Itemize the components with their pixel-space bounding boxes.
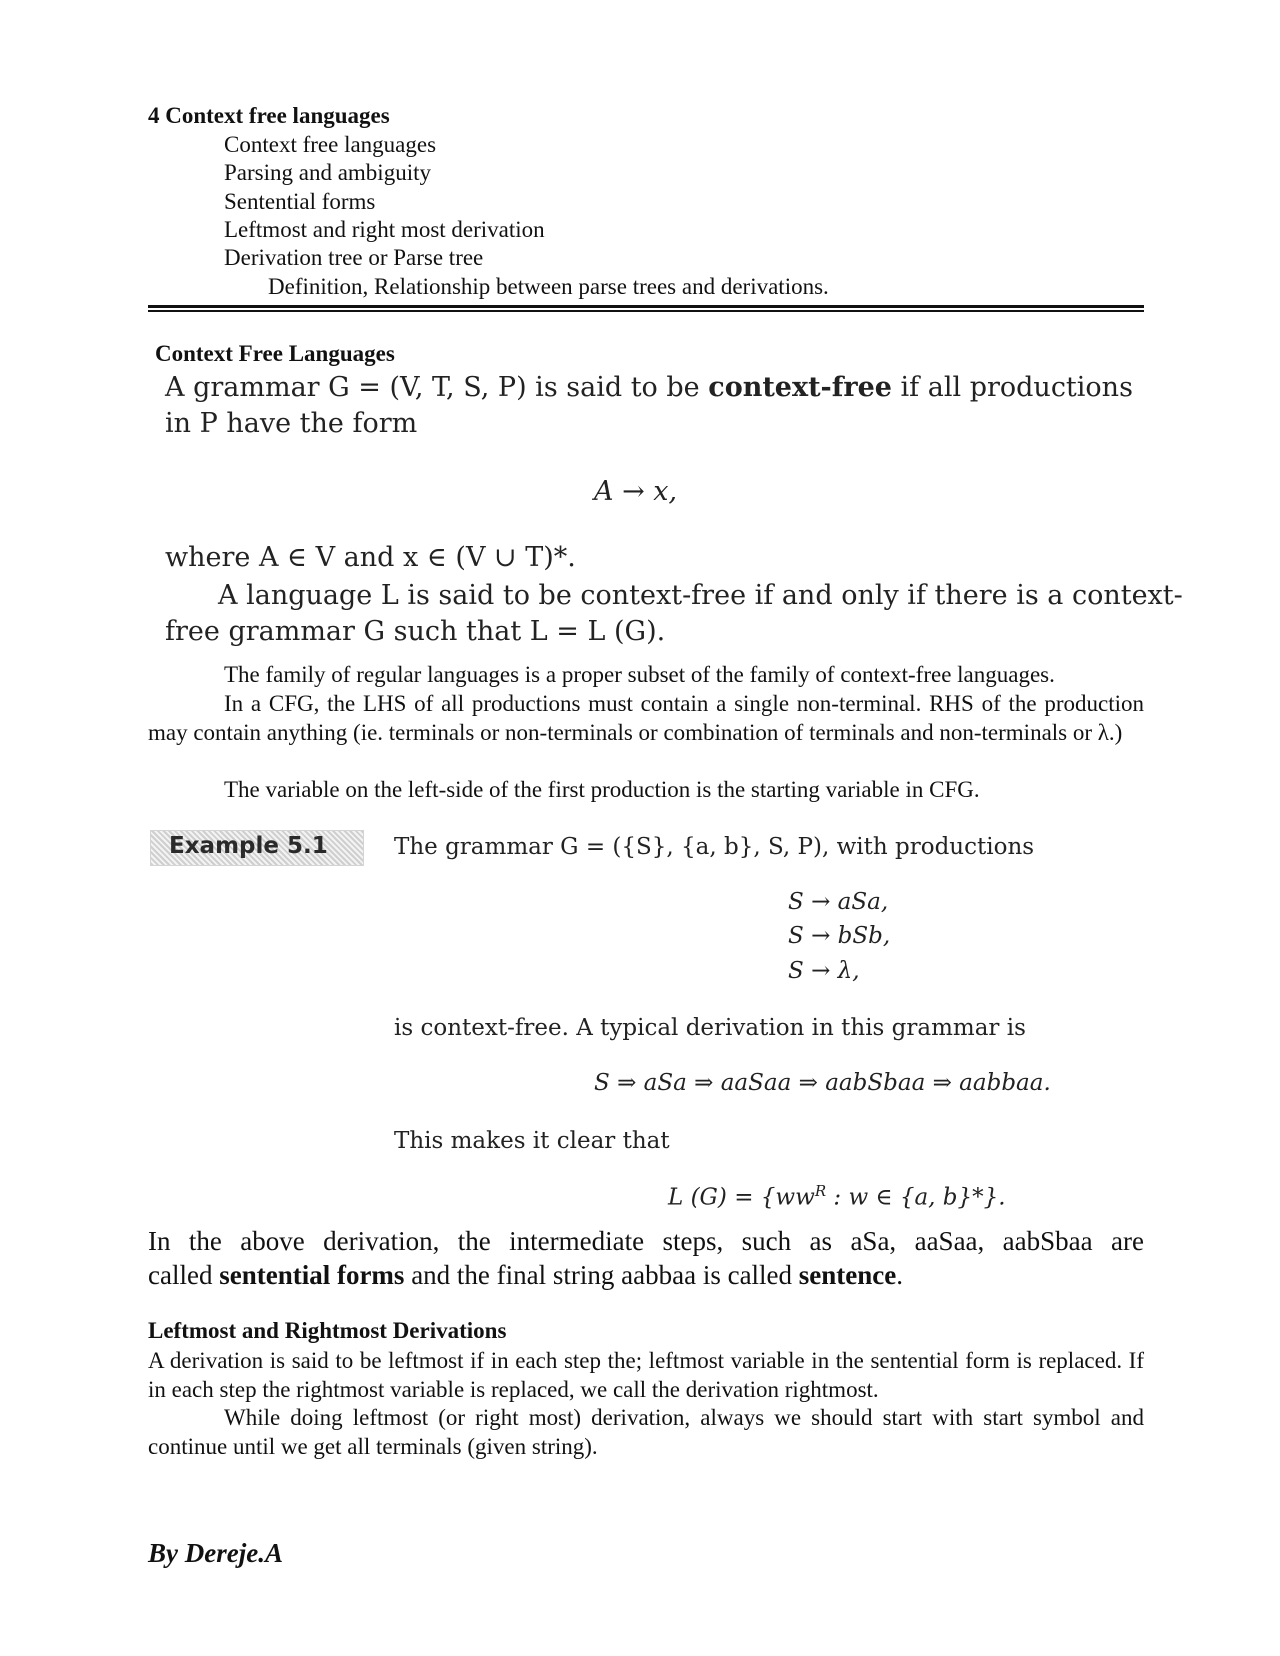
example-badge: Example 5.1: [150, 830, 364, 866]
production-rule: S → aSa,: [788, 889, 889, 915]
toc-item: Leftmost and right most derivation: [224, 217, 545, 242]
paragraph: In a CFG, the LHS of all productions must contain a single non-terminal. RHS of the production may contain anything (ie. terminals or non-terminals or combination of terminals and non-terminals or λ.): [148, 691, 1144, 745]
footer-author: By Dereje.A: [148, 1538, 283, 1568]
language-definition-line-1: A language L is said to be context-free if and only if there is a context-: [218, 580, 1183, 611]
bold-term: sentential forms: [219, 1260, 405, 1290]
toc-title: 4 Context free languages: [148, 103, 390, 128]
production-rule: S → bSb,: [788, 923, 891, 949]
definition-line-1: A grammar G = (V, T, S, P) is said to be context-free if all productions: [165, 372, 1133, 403]
example-intro: The grammar G = ({S}, {a, b}, S, P), with productions: [394, 834, 1035, 860]
toc-item: Context free languages: [224, 132, 437, 157]
derivation-formula: S ⇒ aSa ⇒ aaSaa ⇒ aabSbaa ⇒ aabbaa.: [594, 1070, 1051, 1096]
bold-term: context-free: [708, 372, 892, 403]
example-typical: is context-free. A typical derivation in this grammar is: [394, 1015, 1026, 1041]
example-clear: This makes it clear that: [394, 1128, 670, 1154]
toc-item: Sentential forms: [224, 189, 376, 214]
toc-item: Derivation tree or Parse tree: [224, 245, 484, 270]
where-line: where A ∈ V and x ∈ (V ∪ T)*.: [165, 542, 576, 573]
section-heading-cfl: Context Free Languages: [155, 341, 395, 366]
production-formula: A → x,: [594, 476, 678, 507]
bold-term: sentence: [798, 1260, 897, 1290]
divider-rule: [148, 310, 1144, 312]
production-rule: S → λ,: [788, 958, 860, 984]
paragraph: The variable on the left-side of the first production is the starting variable in CFG.: [224, 777, 980, 802]
divider-rule: [148, 305, 1144, 308]
definition-line-2: in P have the form: [165, 408, 418, 439]
toc-subitem: Definition, Relationship between parse trees and derivations.: [268, 274, 829, 299]
toc-item: Parsing and ambiguity: [224, 160, 431, 185]
language-definition-line-2: free grammar G such that L = L (G).: [165, 616, 666, 647]
paragraph: The family of regular languages is a proper subset of the family of context-free languages.: [224, 662, 1055, 687]
section-heading-derivations: Leftmost and Rightmost Derivations: [148, 1318, 507, 1343]
paragraph: A derivation is said to be leftmost if in each step the; leftmost variable in the sentential form is replaced. If in each step the rightmost variable is replaced, we call the derivation rightmost.: [148, 1348, 1144, 1402]
sentential-paragraph: In the above derivation, the intermediate steps, such as aSa, aaSaa, aabSbaa are called sentential forms and the final string aabbaa is called sentence.: [148, 1226, 1144, 1290]
paragraph: While doing leftmost (or right most) derivation, always we should start with start symbol and continue until we get all terminals (given string).: [148, 1405, 1144, 1459]
language-formula: L $(G) = \{ww^R$ : w ∈ {a, b}*}.: [668, 1182, 1006, 1211]
